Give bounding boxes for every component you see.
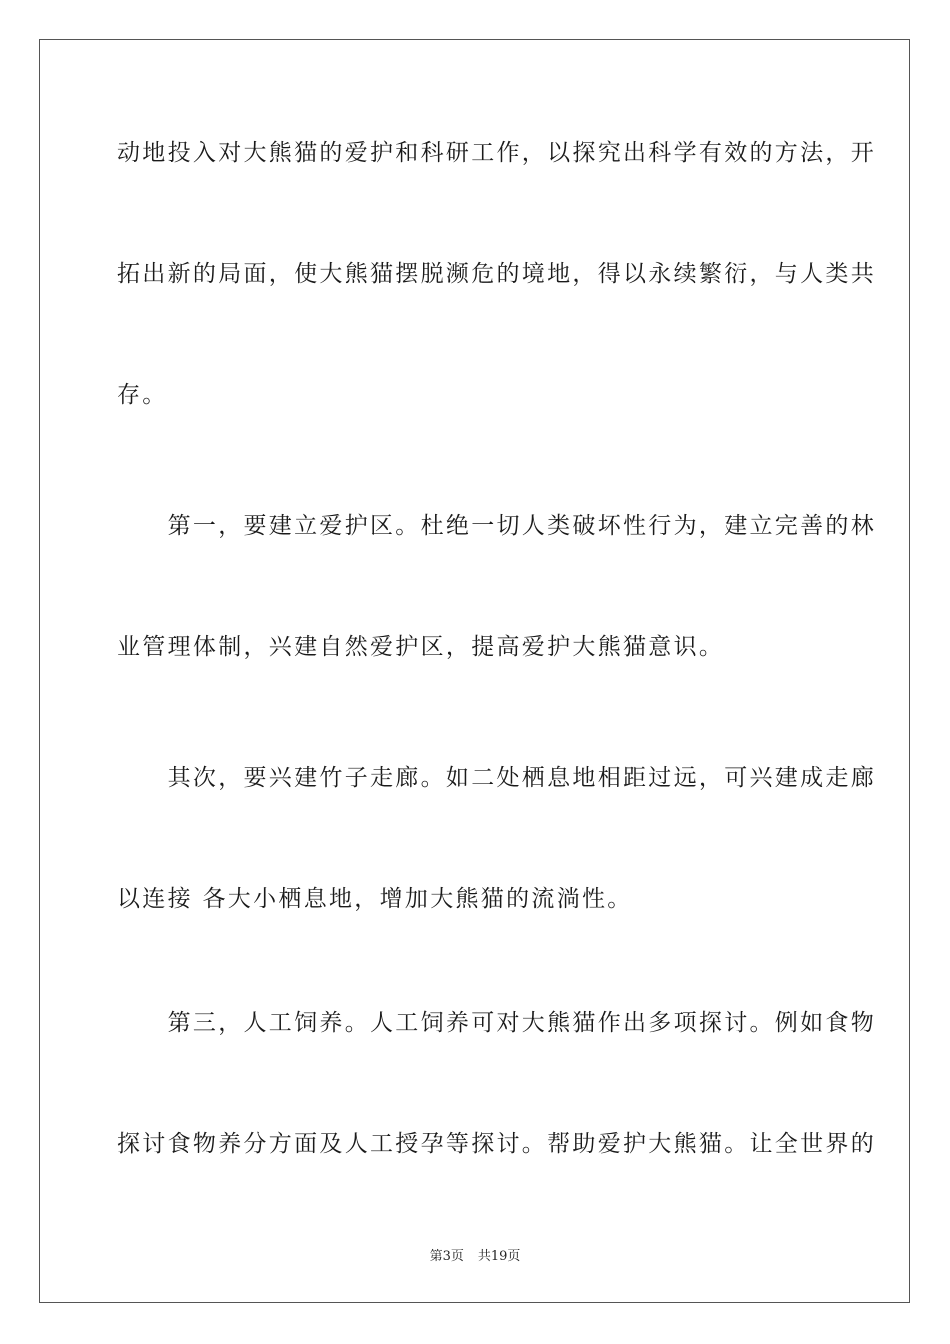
body-text-line-1: 动地投入对大熊猫的爱护和科研工作，以探究出科学有效的方法，开: [117, 140, 876, 166]
body-text-line-5: 业管理体制，兴建自然爱护区，提高爱护大熊猫意识。: [117, 634, 725, 660]
body-text-line-6: 其次，要兴建竹子走廊。如二处栖息地相距过远，可兴建成走廊: [117, 765, 876, 791]
body-text-line-2: 拓出新的局面，使大熊猫摆脱濒危的境地，得以永续繁衍，与人类共: [117, 261, 876, 287]
body-text-line-7: 以连接 各大小栖息地，增加大熊猫的流淌性。: [117, 886, 633, 912]
body-text-line-3: 存。: [117, 382, 168, 408]
body-text-line-4: 第一，要建立爱护区。杜绝一切人类破坏性行为，建立完善的林: [117, 513, 876, 539]
body-text-line-8: 第三，人工饲养。人工饲养可对大熊猫作出多项探讨。例如食物: [117, 1010, 876, 1036]
body-text-line-9: 探讨食物养分方面及人工授孕等探讨。帮助爱护大熊猫。让全世界的: [117, 1131, 876, 1157]
page-total: 共19页: [477, 1249, 521, 1264]
page-footer: [0, 1248, 950, 1266]
page-border: [39, 39, 910, 1303]
page-number: 第3页: [429, 1249, 464, 1264]
